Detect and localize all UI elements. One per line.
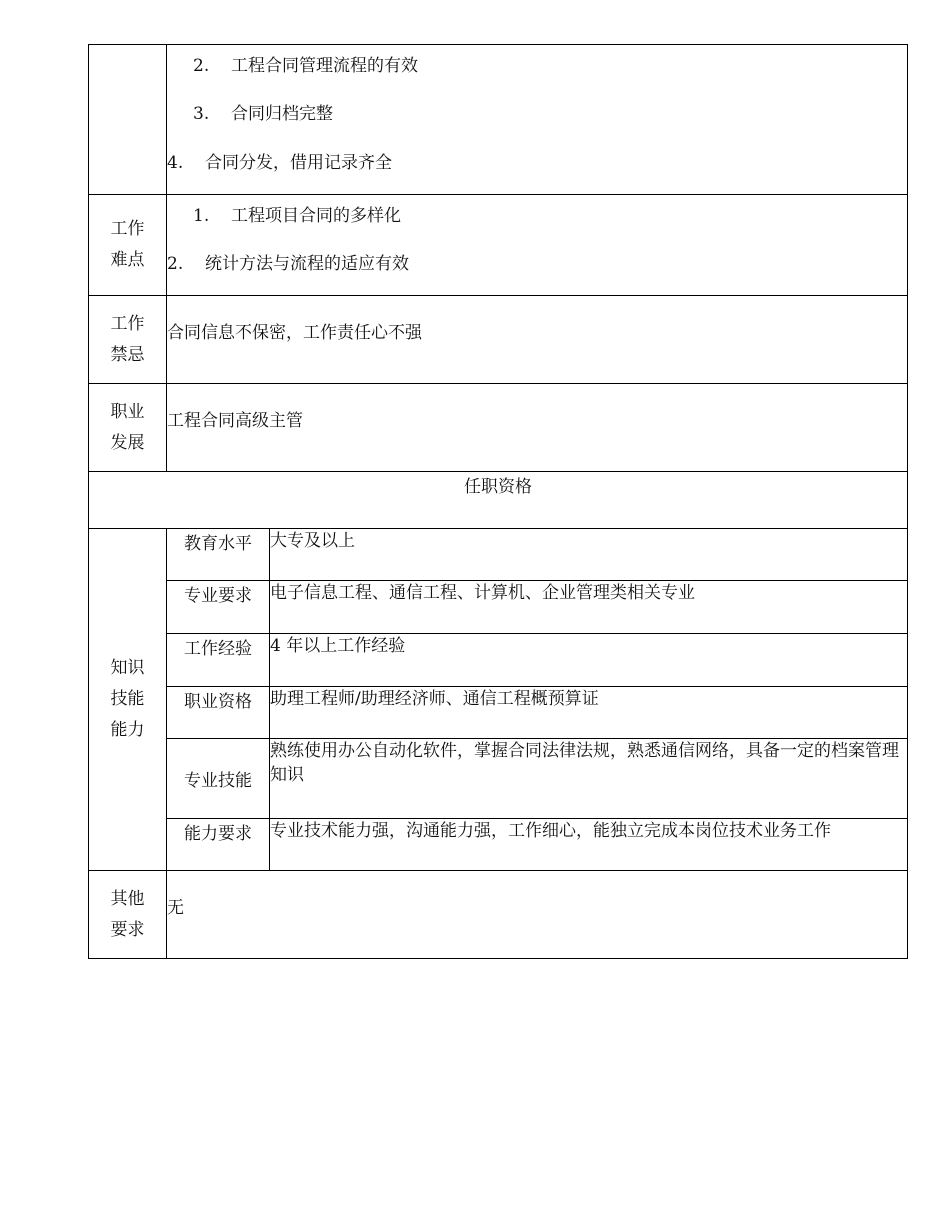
taboo-label: 工作禁忌 [89,296,167,384]
knowledge-row [89,739,908,819]
experience-key: 工作经验 [167,634,270,687]
career-label: 职业发展 [89,384,167,472]
other-text: 无 [167,898,184,918]
difficulty-label: 工作难点 [89,195,167,296]
other-label: 其他要求 [89,871,167,959]
experience-value: 4 年以上工作经验 [270,634,908,687]
skills-key: 专业技能 [167,739,270,819]
education-value: 大专及以上 [270,529,908,581]
other-content [167,871,908,959]
career-content [167,384,908,472]
duty-item-text: 工程合同管理流程的有效 [231,56,418,76]
taboo-row [89,296,908,384]
duty-item-number: 2. [193,56,210,76]
job-description-table [88,44,908,959]
other-row [89,871,908,959]
difficulty-row [89,195,908,296]
qualification-header-row [89,472,908,529]
duties-label-cell [89,45,167,195]
education-key: 教育水平 [167,529,270,581]
knowledge-label: 知识技能能力 [89,529,167,871]
duty-item-4 [167,148,392,173]
duty-item-2 [193,51,418,76]
difficulty-item-text: 统计方法与流程的适应有效 [205,254,409,274]
knowledge-row [89,634,908,687]
duty-item-3 [193,99,333,124]
ability-value: 专业技术能力强，沟通能力强，工作细心，能独立完成本岗位技术业务工作 [270,819,908,871]
major-key: 专业要求 [167,581,270,634]
knowledge-row [89,819,908,871]
difficulty-item-number: 2. [167,254,184,274]
difficulty-item-text: 工程项目合同的多样化 [231,206,401,226]
duties-continued-row [89,45,908,195]
career-text: 工程合同高级主管 [167,411,303,431]
major-value: 电子信息工程、通信工程、计算机、企业管理类相关专业 [270,581,908,634]
duty-item-text: 合同分发，借用记录齐全 [205,153,392,173]
qualification-title: 任职资格 [89,472,908,529]
knowledge-row [89,687,908,739]
difficulty-item [193,201,401,226]
certification-key: 职业资格 [167,687,270,739]
knowledge-row [89,529,908,581]
difficulty-content [167,195,908,296]
certification-value: 助理工程师/助理经济师、通信工程概预算证 [270,687,908,739]
skills-value: 熟练使用办公自动化软件，掌握合同法律法规，熟悉通信网络，具备一定的档案管理知识 [270,739,908,819]
duty-item-text: 合同归档完整 [231,104,333,124]
ability-key: 能力要求 [167,819,270,871]
taboo-text: 合同信息不保密，工作责任心不强 [167,323,422,343]
difficulty-item-number: 1. [193,206,210,226]
duty-item-number: 3. [193,104,210,124]
career-row [89,384,908,472]
difficulty-item [167,249,409,274]
duties-content [167,45,908,195]
taboo-content [167,296,908,384]
duty-item-number: 4. [167,153,184,173]
knowledge-row [89,581,908,634]
